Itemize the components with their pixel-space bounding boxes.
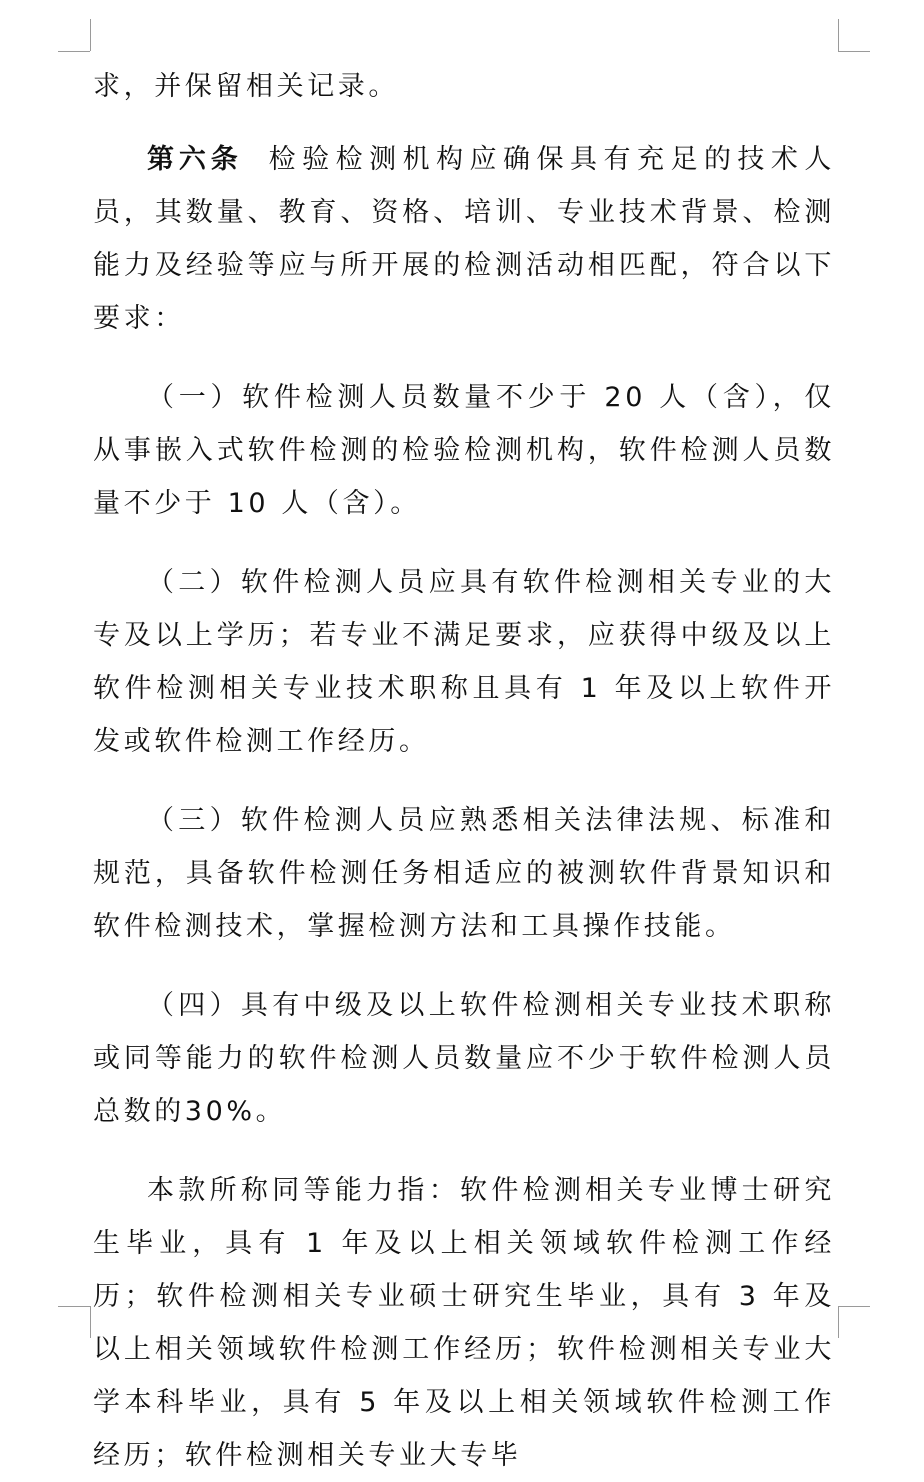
document-body <box>93 60 835 1482</box>
crop-mark-bottom-right-h <box>838 1306 870 1307</box>
paragraph-item-3: （三）软件检测人员应熟悉相关法律法规、标准和规范，具备软件检测任务相适应的被测软件背景知识和软件检测技术，掌握检测方法和工具操作技能。 <box>93 805 835 942</box>
paragraph-item-4: （四）具有中级及以上软件检测相关专业技术职称或同等能力的软件检测人员数量应不少于软件检测人员总数的30%。 <box>93 990 835 1127</box>
crop-mark-bottom-right-v <box>838 1306 839 1338</box>
paragraph-item-2: （二）软件检测人员应具有软件检测相关专业的大专及以上学历；若专业不满足要求，应获得中级及以上软件检测相关专业技术职称且具有 1 年及以上软件开发或软件检测工作经历。 <box>93 567 835 757</box>
crop-mark-bottom-left-h <box>58 1306 90 1307</box>
paragraph-equivalent-ability: 本款所称同等能力指：软件检测相关专业博士研究生毕业，具有 1 年及以上相关领域软件检测工作经历；软件检测相关专业硕士研究生毕业，具有 3 年及以上相关领域软件检测工作经历；软件检测相关专业大学本科毕业，具有 5 年及以上相关领域软件检测工作经历；软件检测相关专业大专毕 <box>93 1175 835 1471</box>
paragraph-continuation: 求，并保留相关记录。 <box>93 71 399 102</box>
crop-mark-top-left-h <box>58 51 90 52</box>
paragraph-item-1: （一）软件检测人员数量不少于 20 人（含），仅从事嵌入式软件检测的检验检测机构，软件检测人员数量不少于 10 人（含）。 <box>93 382 835 519</box>
crop-mark-bottom-left-v <box>90 1306 91 1338</box>
paragraph-article-six <box>93 133 835 345</box>
crop-mark-top-left-v <box>90 19 91 51</box>
article-title: 第六条 <box>147 144 243 175</box>
article-six-text: 检验检测机构应确保具有充足的技术人员，其数量、教育、资格、培训、专业技术背景、检测能力及经验等应与所开展的检测活动相匹配，符合以下要求： <box>93 144 836 334</box>
crop-mark-top-right-v <box>838 19 839 51</box>
crop-mark-top-right-h <box>838 51 870 52</box>
